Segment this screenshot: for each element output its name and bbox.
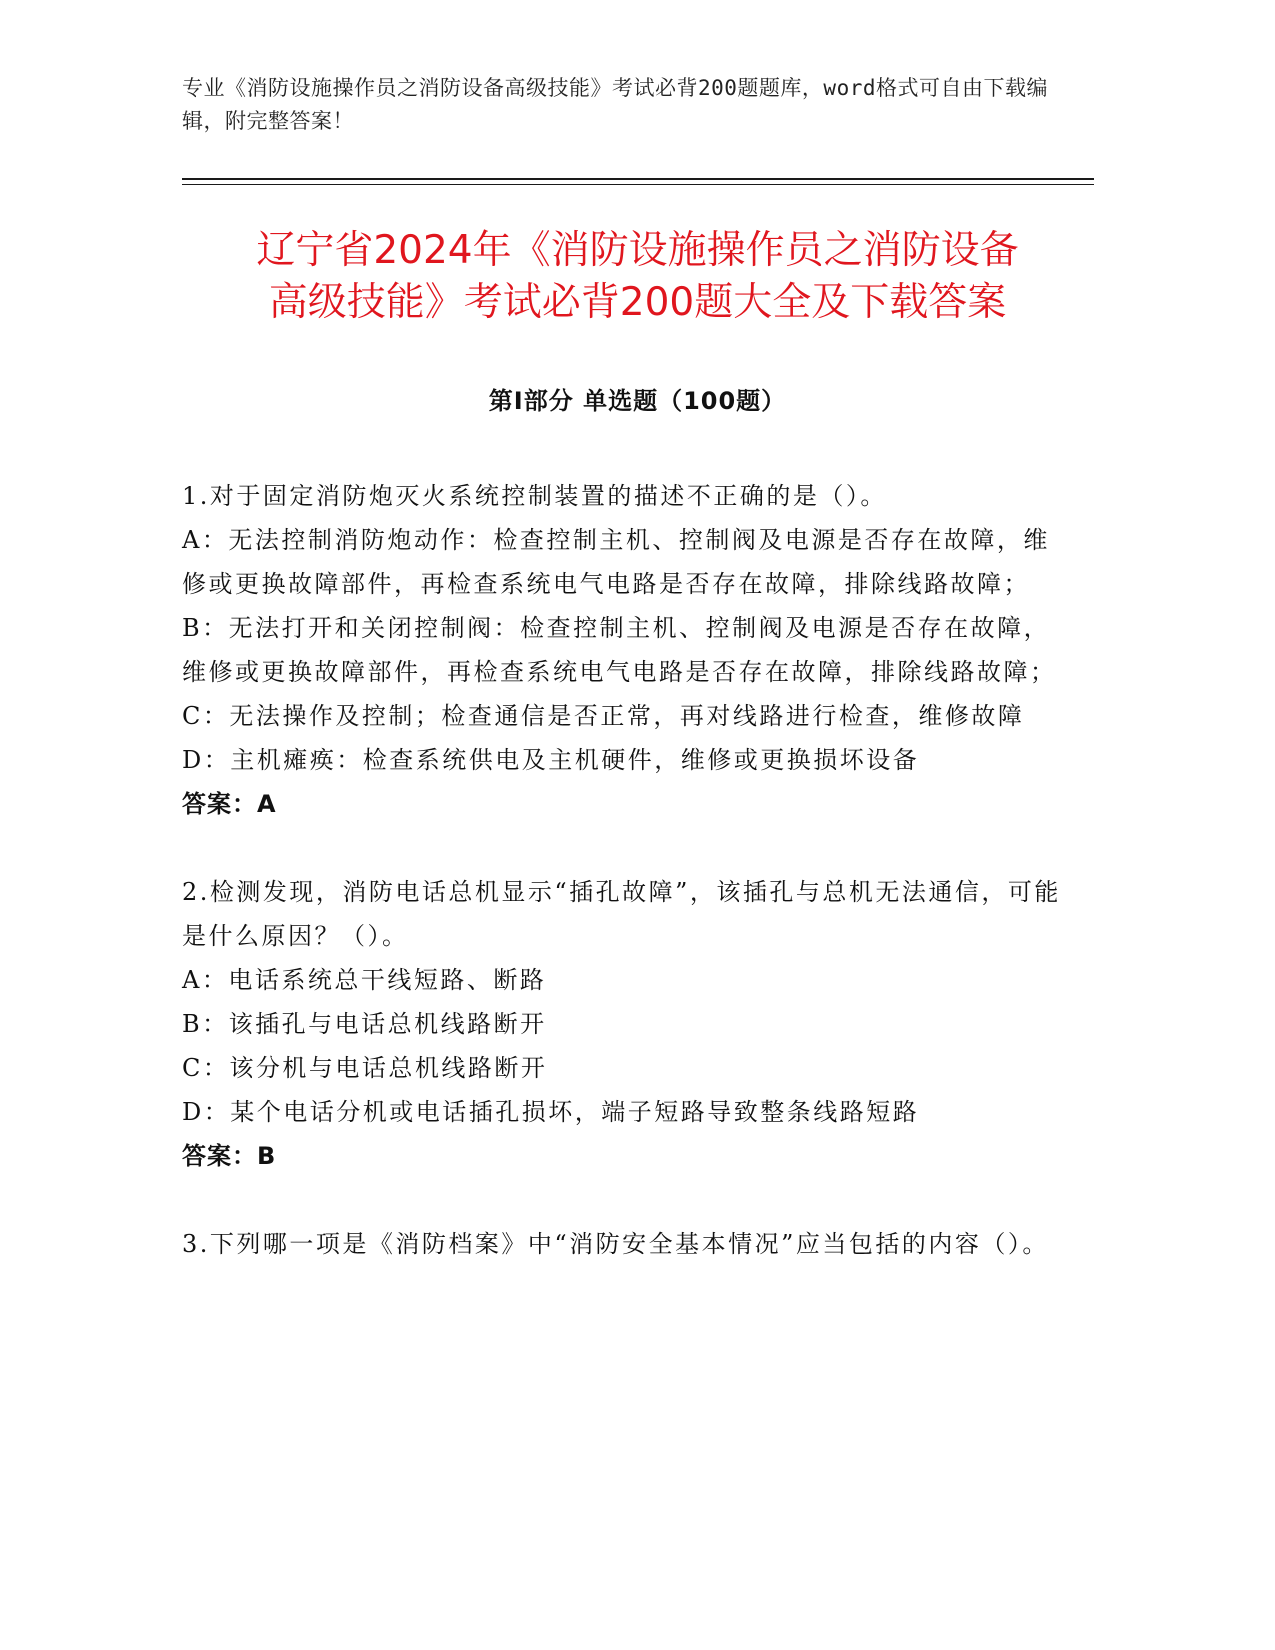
document-title	[150, 225, 1125, 329]
section-title: 第Ⅰ部分 单选题（100题）	[488, 387, 787, 415]
option-d: D：主机瘫痪：检查系统供电及主机硬件，维修或更换损坏设备	[182, 746, 920, 774]
question-2	[182, 870, 1062, 1178]
question-list	[182, 474, 1062, 1310]
question-1	[182, 474, 1062, 826]
option-b: B：该插孔与电话总机线路断开	[182, 1010, 547, 1038]
header-divider-thick	[182, 178, 1094, 180]
header-note: 专业《消防设施操作员之消防设备高级技能》考试必背200题题库，word格式可自由下载编辑，附完整答案！	[182, 76, 1048, 133]
question-stem: 1.对于固定消防炮灭火系统控制装置的描述不正确的是（）。	[182, 482, 887, 510]
option-a: A：电话系统总干线短路、断路	[182, 966, 547, 994]
option-c: C：该分机与电话总机线路断开	[182, 1054, 548, 1082]
question-stem: 3.下列哪一项是《消防档案》中“消防安全基本情况”应当包括的内容（）。	[182, 1230, 1049, 1258]
title-line-2: 高级技能》考试必背200题大全及下载答案	[268, 280, 1007, 325]
question-3	[182, 1222, 1062, 1266]
option-c: C：无法操作及控制；检查通信是否正常，再对线路进行检查，维修故障	[182, 702, 1025, 730]
title-line-1: 辽宁省2024年《消防设施操作员之消防设备	[256, 228, 1019, 273]
answer: 答案：B	[182, 1142, 277, 1170]
question-stem: 2.检测发现，消防电话总机显示“插孔故障”，该插孔与总机无法通信，可能是什么原因？（）。	[182, 878, 1061, 950]
option-a: A：无法控制消防炮动作：检查控制主机、控制阀及电源是否存在故障，维修或更换故障部件，再检查系统电气电路是否存在故障，排除线路故障；	[182, 526, 1050, 598]
answer: 答案：A	[182, 790, 277, 818]
option-d: D：某个电话分机或电话插孔损坏，端子短路导致整条线路短路	[182, 1098, 920, 1126]
option-b: B：无法打开和关闭控制阀：检查控制主机、控制阀及电源是否存在故障，维修或更换故障部件，再检查系统电气电路是否存在故障，排除线路故障；	[182, 614, 1057, 686]
header-divider-thin	[182, 184, 1094, 185]
